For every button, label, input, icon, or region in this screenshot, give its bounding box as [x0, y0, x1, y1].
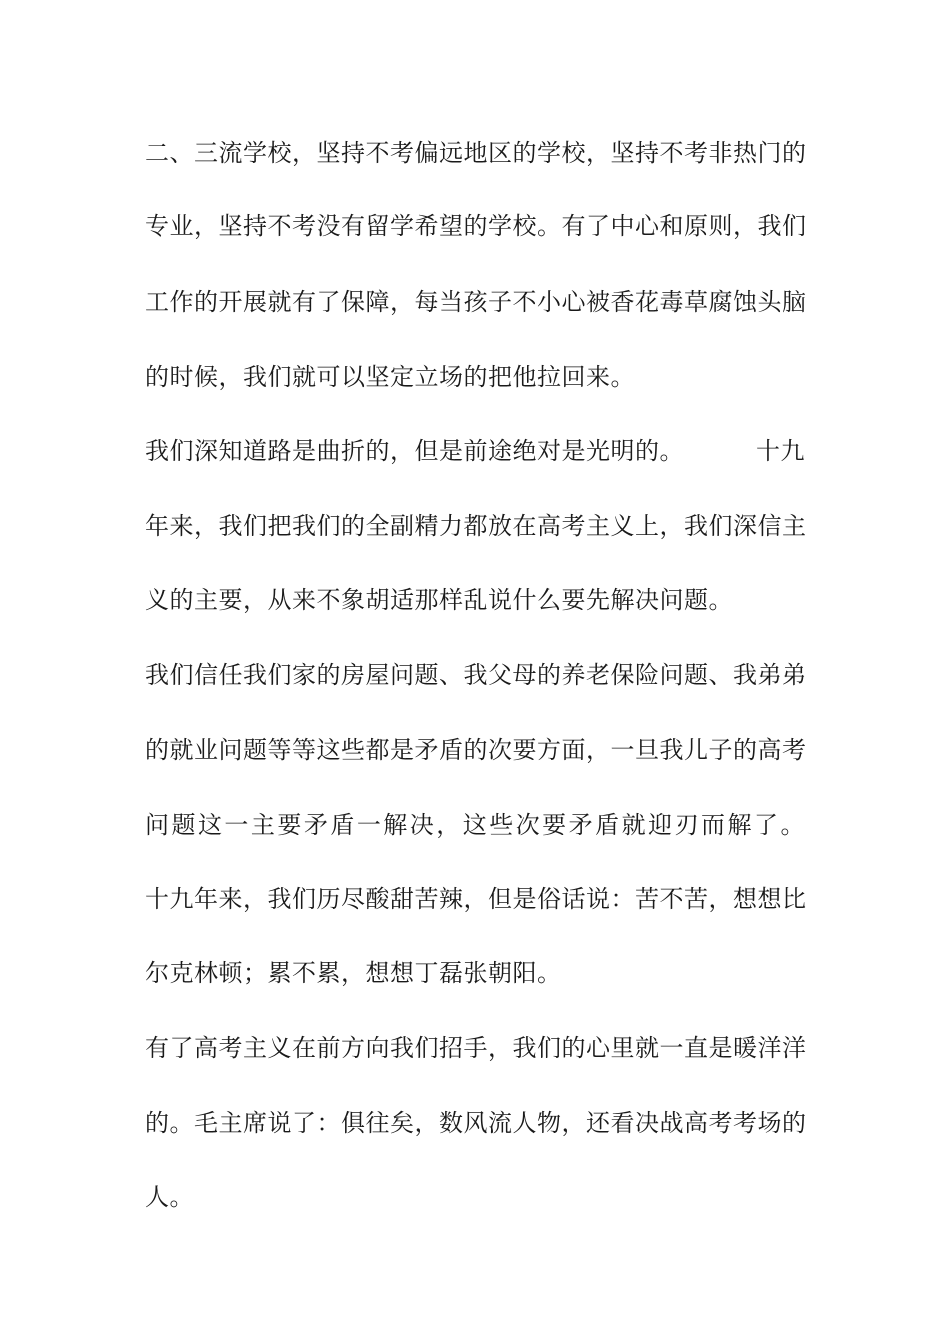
text-line-3: 工作的开展就有了保障，每当孩子不小心被香花毒草腐蚀头脑	[145, 288, 807, 316]
text-line-8: 我们信任我们家的房屋问题、我父母的养老保险问题、我弟弟	[145, 661, 807, 689]
text-line-14: 的。毛主席说了：俱往矣，数风流人物，还看决战高考考场的	[145, 1109, 807, 1137]
text-line-9: 的就业问题等等这些都是矛盾的次要方面，一旦我儿子的高考	[145, 736, 807, 764]
text-line-5-tail: 十九	[756, 437, 805, 465]
text-line-5	[145, 436, 805, 466]
text-line-6: 年来，我们把我们的全副精力都放在高考主义上，我们深信主	[145, 512, 807, 540]
text-line-7: 义的主要，从来不象胡适那样乱说什么要先解决问题。	[145, 586, 733, 614]
text-line-12: 尔克林顿；累不累，想想丁磊张朝阳。	[145, 959, 562, 987]
text-line-5-main: 我们深知道路是曲折的，但是前途绝对是光明的。	[145, 437, 684, 465]
text-line-10: 问题这一主要矛盾一解决，这些次要矛盾就迎刃而解了。	[145, 811, 805, 839]
text-line-1: 二、三流学校，坚持不考偏远地区的学校，坚持不考非热门的	[145, 139, 807, 167]
text-line-15: 人。	[145, 1183, 194, 1211]
text-line-13: 有了高考主义在前方向我们招手，我们的心里就一直是暖洋洋	[145, 1034, 807, 1062]
text-line-4: 的时候，我们就可以坚定立场的把他拉回来。	[145, 363, 635, 391]
text-line-2: 专业，坚持不考没有留学希望的学校。有了中心和原则，我们	[145, 212, 807, 240]
text-line-11: 十九年来，我们历尽酸甜苦辣，但是俗话说：苦不苦，想想比	[145, 885, 807, 913]
